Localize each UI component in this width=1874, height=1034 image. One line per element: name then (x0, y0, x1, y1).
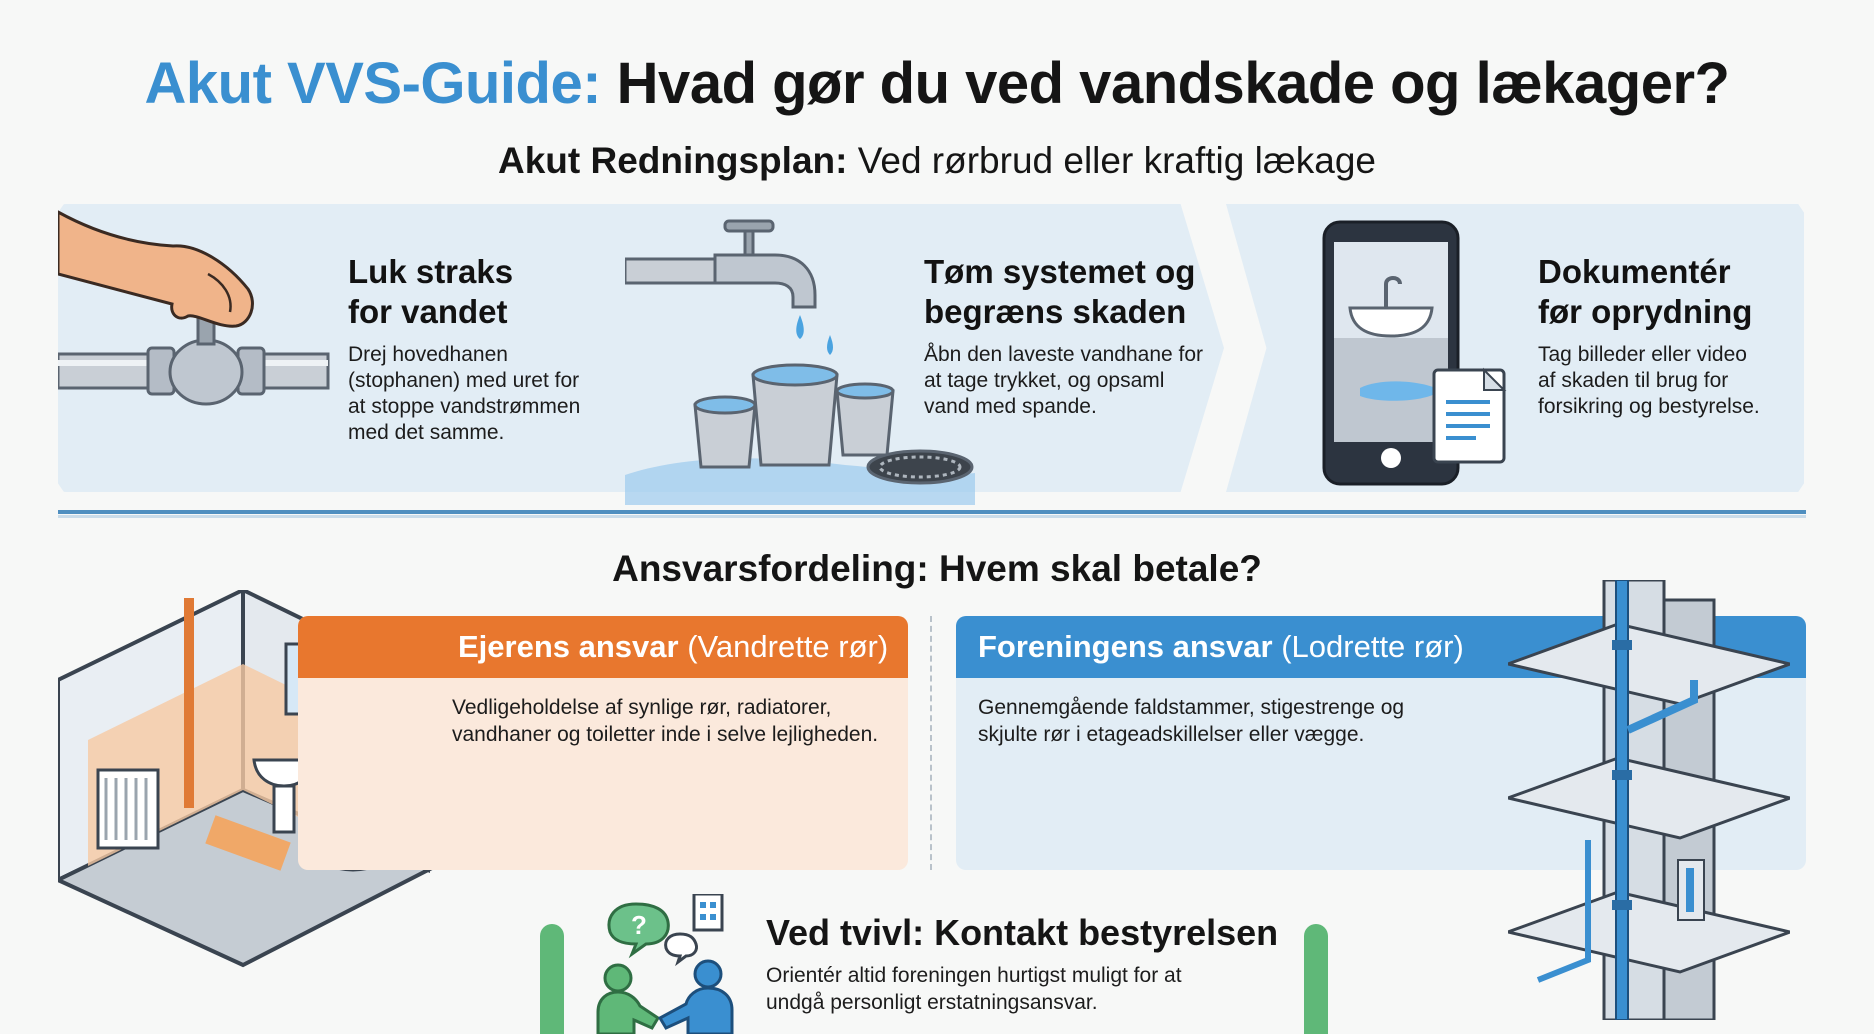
people-handshake-icon (596, 894, 736, 1034)
panel-divider (930, 616, 932, 870)
title-accent: Akut VVS-Guide: (144, 51, 602, 116)
contact-text: Orientér altid foreningen hurtigst muligt for at undgå personligt erstatningsansvar. (766, 964, 1182, 1014)
step-1-heading: Luk straks for vandet (348, 253, 514, 330)
contact-bar-right (1304, 924, 1328, 1034)
owner-label-rest: (Vandrette rør) (687, 629, 889, 664)
step-2-heading: Tøm systemet og begræns skaden (924, 253, 1196, 330)
step-3-heading: Dokumentér før oprydning (1538, 253, 1753, 330)
phone-photo-icon (1320, 218, 1510, 488)
page-subtitle (0, 140, 1874, 182)
riser-pipe-icon (1508, 580, 1790, 1020)
subtitle-rest: Ved rørbrud eller kraftig lækage (857, 140, 1376, 181)
contact-bar-left (540, 924, 564, 1034)
association-label-bold: Foreningens ansvar (978, 629, 1273, 664)
association-label-rest: (Lodrette rør) (1281, 629, 1464, 664)
owner-header (298, 616, 908, 678)
responsibility-title: Ansvarsfordeling: Hvem skal betale? (612, 548, 1262, 589)
contact-title: Ved tvivl: Kontakt bestyrelsen (766, 912, 1279, 953)
owner-label-bold: Ejerens ansvar (458, 629, 679, 664)
water-divider (58, 500, 1806, 530)
svg-text:?: ? (631, 910, 647, 940)
step-2-text: Åbn den laveste vandhane for at tage trykket, og opsaml vand med spande. (924, 343, 1204, 418)
main-valve-hand-icon (58, 204, 338, 454)
association-text: Gennemgående faldstammer, stigestrenge og skjulte rør i etageadskillelser eller vægge. (978, 696, 1405, 746)
page-title (0, 50, 1874, 117)
step-3-text: Tag billeder eller video af skaden til brug for forsikring og bestyrelse. (1538, 343, 1760, 418)
owner-text: Vedligeholdelse af synlige rør, radiatorer, vandhaner og toiletter inde i selve lejligheden. (452, 696, 879, 746)
step-1-text: Drej hovedhanen (stophanen) med uret for at stoppe vandstrømmen med det samme. (348, 343, 581, 444)
owner-panel (298, 616, 908, 870)
title-main: Hvad gør du ved vandskade og lækager? (616, 51, 1730, 116)
subtitle-bold: Akut Redningsplan: (498, 140, 848, 181)
